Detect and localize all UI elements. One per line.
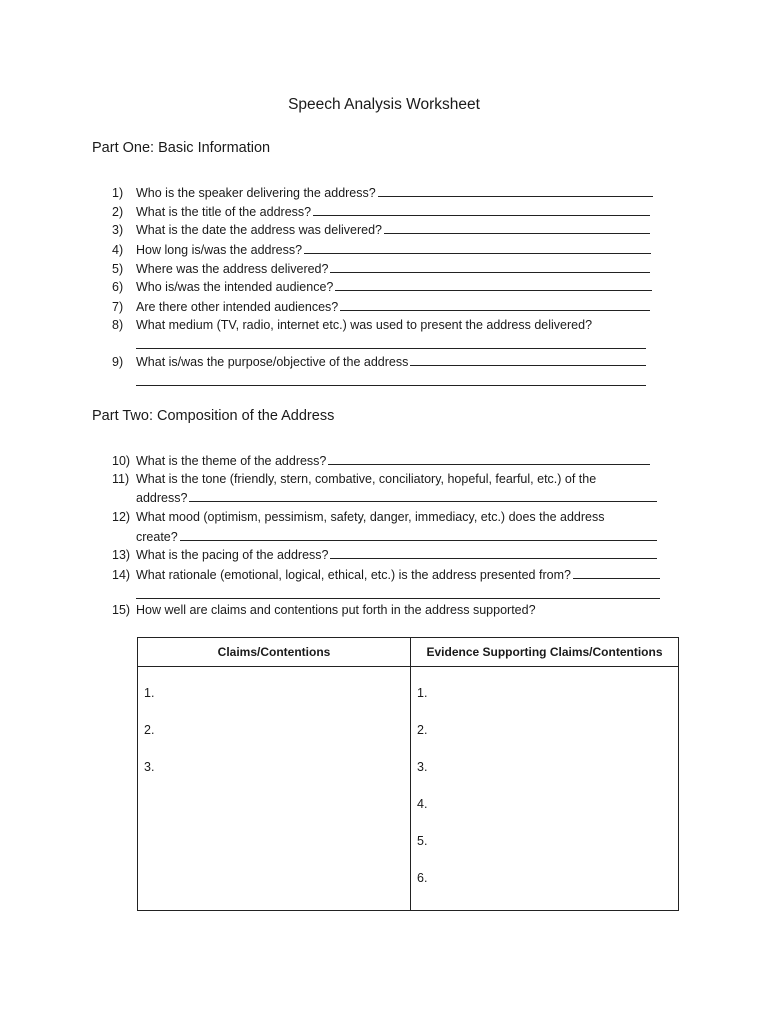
list-item: 6.: [417, 871, 428, 885]
question-4: 4) How long is/was the address?: [112, 241, 651, 258]
table-header-row: [138, 638, 679, 667]
part-one-heading: Part One: Basic Information: [92, 140, 271, 156]
table-row: [138, 667, 679, 911]
question-10: 10) What is the theme of the address?: [112, 452, 650, 469]
page-title: Speech Analysis Worksheet: [288, 96, 480, 113]
question-5: 5) Where was the address delivered?: [112, 260, 650, 277]
evidence-cell[interactable]: [411, 667, 679, 911]
answer-line-6[interactable]: [335, 278, 652, 291]
answer-line-11[interactable]: [189, 489, 657, 502]
part-two-heading: Part Two: Composition of the Address: [92, 408, 335, 424]
question-9: 9) What is/was the purpose/objective of the address: [112, 353, 646, 370]
answer-line-1[interactable]: [378, 184, 653, 197]
answer-line-9[interactable]: [410, 353, 646, 366]
answer-line-2[interactable]: [313, 203, 650, 216]
answer-line-12[interactable]: [180, 528, 657, 541]
evidence-header: Evidence Supporting Claims/Contentions: [411, 638, 679, 667]
answer-line-14[interactable]: [573, 566, 660, 579]
claims-cell[interactable]: [138, 667, 411, 911]
list-item: 1.: [417, 686, 428, 700]
question-12-cont: create?: [136, 528, 657, 545]
question-12: 12) What mood (optimism, pessimism, safety, danger, immediacy, etc.) does the address: [112, 510, 605, 524]
question-2: 2) What is the title of the address?: [112, 203, 650, 220]
question-11-cont: address?: [136, 489, 657, 506]
question-8: 8) What medium (TV, radio, internet etc.) was used to present the address delivered?: [112, 318, 593, 332]
list-item: 5.: [417, 834, 428, 848]
list-item: 2.: [144, 723, 155, 737]
list-item: 1.: [144, 686, 155, 700]
question-13: 13) What is the pacing of the address?: [112, 546, 657, 563]
answer-line-9b[interactable]: [136, 385, 646, 386]
question-11: 11) What is the tone (friendly, stern, combative, conciliatory, hopeful, fearful, etc.) of the: [112, 472, 597, 486]
list-item: 3.: [144, 760, 155, 774]
answer-line-10[interactable]: [328, 452, 650, 465]
answer-line-13[interactable]: [330, 546, 657, 559]
answer-line-3[interactable]: [384, 221, 650, 234]
answer-line-5[interactable]: [330, 260, 650, 273]
question-3: 3) What is the date the address was delivered?: [112, 221, 650, 238]
answer-line-4[interactable]: [304, 241, 651, 254]
answer-line-7[interactable]: [340, 298, 650, 311]
question-6: 6) Who is/was the intended audience?: [112, 278, 652, 295]
question-1: 1) Who is the speaker delivering the address?: [112, 184, 653, 201]
claims-header: Claims/Contentions: [138, 638, 411, 667]
list-item: 2.: [417, 723, 428, 737]
question-14: 14) What rationale (emotional, logical, ethical, etc.) is the address presented from?: [112, 566, 660, 583]
claims-evidence-table: [137, 637, 679, 911]
question-15: 15) How well are claims and contentions put forth in the address supported?: [112, 603, 536, 617]
list-item: 4.: [417, 797, 428, 811]
list-item: 3.: [417, 760, 428, 774]
question-7: 7) Are there other intended audiences?: [112, 298, 650, 315]
answer-line-8[interactable]: [136, 348, 646, 349]
answer-line-14b[interactable]: [136, 598, 660, 599]
